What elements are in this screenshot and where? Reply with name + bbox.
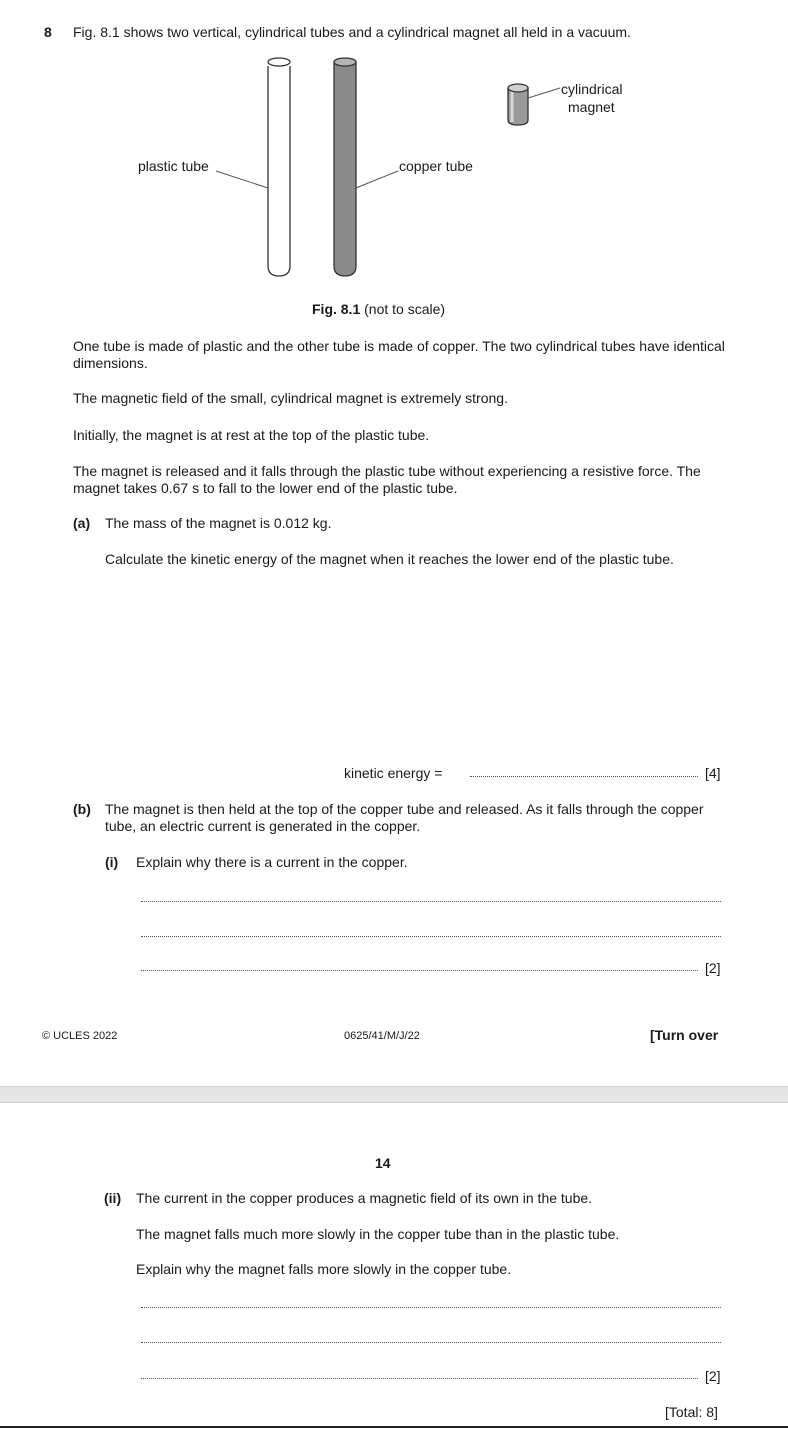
kinetic-energy-answer-line[interactable] [470, 776, 698, 777]
figure-8-1 [0, 50, 788, 300]
copper-tube [334, 58, 356, 276]
answer-line-b-i-3[interactable] [141, 970, 698, 971]
label-magnet-line2: magnet [568, 99, 615, 115]
label-plastic-tube: plastic tube [138, 158, 209, 174]
label-magnet-line1: cylindrical [561, 81, 623, 97]
footer-copyright: © UCLES 2022 [42, 1030, 118, 1042]
page-separator-top-edge [0, 1086, 788, 1087]
kinetic-energy-label: kinetic energy = [344, 765, 443, 781]
plastic-tube [268, 58, 290, 276]
part-a-mass: The mass of the magnet is 0.012 kg. [105, 515, 332, 531]
part-b-ii-line1: The current in the copper produces a magnetic field of its own in the tube. [136, 1190, 593, 1206]
footer-paper-code: 0625/41/M/J/22 [344, 1030, 420, 1042]
part-b-ii-marks: [2] [705, 1368, 721, 1384]
answer-line-b-ii-2[interactable] [141, 1342, 721, 1343]
part-b-ii-question: Explain why the magnet falls more slowly in the copper tube. [136, 1261, 512, 1277]
part-a-label: (a) [73, 515, 91, 531]
figure-caption [312, 301, 445, 317]
total-marks: [Total: 8] [665, 1404, 718, 1420]
paragraph-4: The magnet is released and it falls through the plastic tube without experiencing a resistive force. The magnet takes 0.67 s to fall to the lower end of the plastic tube. [73, 463, 701, 496]
page-separator-bottom-edge [0, 1102, 788, 1103]
part-b-label: (b) [73, 801, 91, 817]
figure-caption-note: (not to scale) [364, 301, 446, 317]
part-b-i-question: Explain why there is a current in the copper. [136, 854, 408, 870]
bottom-border [0, 1426, 788, 1428]
part-b-i-label: (i) [105, 854, 119, 870]
question-number: 8 [44, 24, 52, 40]
page-separator [0, 1086, 788, 1102]
question-intro: Fig. 8.1 shows two vertical, cylindrical tubes and a cylindrical magnet all held in a vacuum. [73, 24, 631, 40]
part-b-i-marks: [2] [705, 960, 721, 976]
paragraph-1: One tube is made of plastic and the other tube is made of copper. The two cylindrical tubes have identical dimensions. [73, 338, 725, 371]
answer-line-b-ii-1[interactable] [141, 1307, 721, 1308]
answer-line-b-i-2[interactable] [141, 936, 721, 937]
label-copper-tube: copper tube [399, 158, 473, 174]
part-b-text: The magnet is then held at the top of the copper tube and released. As it falls through the copper tube, an electric current is generated in the copper. [105, 801, 704, 834]
cylindrical-magnet [508, 84, 528, 125]
footer-turn-over: [Turn over [650, 1027, 719, 1043]
answer-line-b-ii-3[interactable] [141, 1378, 698, 1379]
paragraph-2: The magnetic field of the small, cylindrical magnet is extremely strong. [73, 390, 508, 406]
part-b-ii-label: (ii) [104, 1190, 122, 1206]
part-b-ii-line2: The magnet falls much more slowly in the copper tube than in the plastic tube. [136, 1226, 620, 1242]
part-a-marks: [4] [705, 765, 721, 781]
paragraph-3: Initially, the magnet is at rest at the top of the plastic tube. [73, 427, 430, 443]
figure-caption-number: Fig. 8.1 [312, 301, 361, 317]
page-number: 14 [375, 1155, 391, 1171]
part-a-question: Calculate the kinetic energy of the magnet when it reaches the lower end of the plastic tube. [105, 551, 674, 567]
answer-line-b-i-1[interactable] [141, 901, 721, 902]
